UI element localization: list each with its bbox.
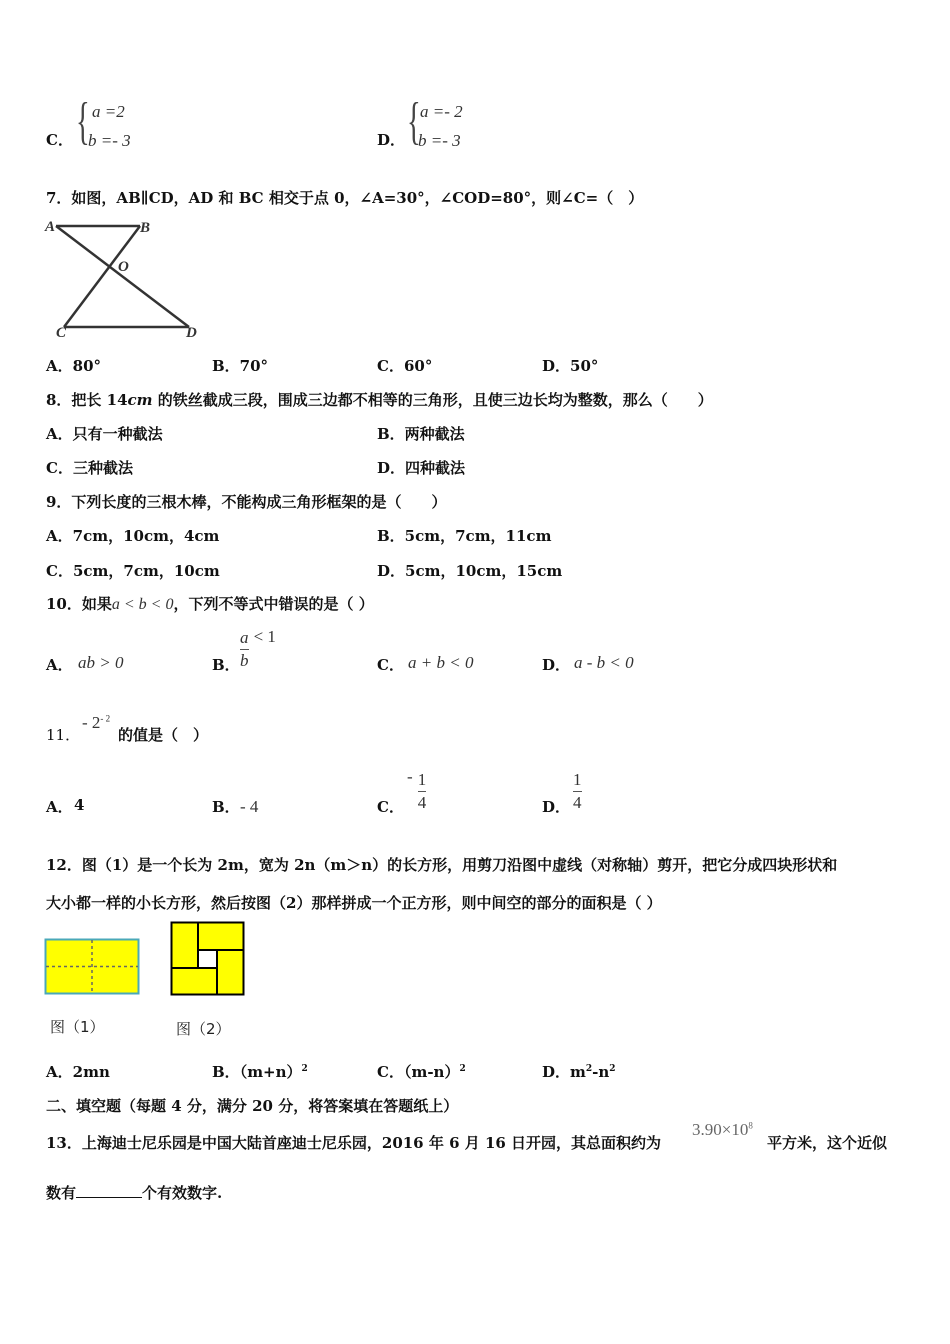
q6-option-c-line1: a =2 bbox=[92, 102, 125, 121]
q6-option-d-brace: { bbox=[407, 93, 421, 150]
q10-option-d-expr: a - b < 0 bbox=[574, 653, 634, 672]
q12-option-d: D．$m^2-n^2$ bbox=[542, 1063, 616, 1081]
q10-option-c-expr: a + b < 0 bbox=[408, 653, 474, 672]
label-c: C bbox=[56, 325, 67, 341]
q11-option-a-value: 4 bbox=[74, 796, 85, 814]
q12-text-line2: 大小都一样的小长方形，然后按图（2）那样拼成一个正方形，则中间空的部分的面积是（ ） bbox=[46, 894, 662, 912]
q11-expression: - $2^{- 2}$ bbox=[82, 713, 111, 732]
q8-option-d: D．四种截法 bbox=[377, 459, 466, 477]
q6-option-d-line2: b =- 3 bbox=[418, 131, 461, 150]
q7-option-b: B．70° bbox=[212, 357, 269, 375]
q6-option-d-label: D． bbox=[377, 131, 406, 149]
q7-option-c: C．60° bbox=[377, 357, 433, 375]
q11-option-b-value: - 4 bbox=[240, 797, 259, 816]
label-a: A bbox=[45, 219, 56, 235]
q9-option-c: C．5cm，7cm，10cm bbox=[46, 562, 220, 580]
q10-option-b-expr: $\frac{a}{b}$ < 1 bbox=[240, 627, 276, 670]
q12-figure-2 bbox=[170, 921, 246, 997]
q13-number: $3.90\times 10^8$ bbox=[692, 1120, 753, 1139]
q9-option-d: D．5cm，10cm，15cm bbox=[377, 562, 563, 580]
q12-figure-2-caption: 图（2） bbox=[176, 1020, 231, 1038]
q13-text-line1-pre: 13．上海迪士尼乐园是中国大陆首座迪士尼乐园，2016 年 6 月 16 日开园，其总面积约为 bbox=[46, 1134, 662, 1152]
q13-answer-blank[interactable] bbox=[76, 1183, 142, 1198]
q12-text-line1: 12．图（1）是一个长为 2m，宽为 2n（m＞n）的长方形，用剪刀沿图中虚线（对称轴）剪开，把它分成四块形状和 bbox=[46, 856, 838, 874]
q13-text-line2: 数有 个有效数字. bbox=[46, 1184, 223, 1202]
q12-option-a: A．2mn bbox=[46, 1063, 110, 1081]
q10-option-b-label: B． bbox=[212, 656, 240, 674]
fig2-center-hole bbox=[198, 950, 217, 968]
q6-option-d-line1: a =- 2 bbox=[420, 102, 463, 121]
q8-text: 8．把长 14cm 的铁丝截成三段，围成三边都不相等的三角形，且使三边长均为整数，那么（ ） bbox=[46, 391, 713, 409]
label-b: B bbox=[140, 220, 151, 236]
q11-option-d-value: $\frac{1}{4}$ bbox=[573, 770, 582, 812]
q8-option-a: A．只有一种截法 bbox=[46, 425, 163, 443]
q10-option-d-label: D． bbox=[542, 656, 571, 674]
q7-option-a: A．80° bbox=[46, 357, 102, 375]
q11-option-c-label: C． bbox=[377, 798, 404, 816]
label-d: D bbox=[186, 325, 197, 341]
q11-option-a-label: A． bbox=[46, 798, 73, 816]
q8-option-c: C．三种截法 bbox=[46, 459, 133, 477]
q10-option-a-expr: ab > 0 bbox=[78, 653, 124, 672]
q8-option-b: B．两种截法 bbox=[377, 425, 465, 443]
q12-figure-1-caption: 图（1） bbox=[50, 1018, 105, 1036]
q11-option-c-value: - $\frac{1}{4}$ bbox=[407, 767, 427, 812]
q11-number: 11． bbox=[46, 726, 81, 744]
q9-option-a: A．7cm，10cm，4cm bbox=[46, 527, 220, 545]
q13-text-line1-post: 平方米，这个近似 bbox=[767, 1134, 888, 1152]
q9-text: 9．下列长度的三根木棒，不能构成三角形框架的是（ ） bbox=[46, 493, 447, 511]
q11-option-b-label: B． bbox=[212, 798, 240, 816]
q10-option-a-label: A． bbox=[46, 656, 73, 674]
q12-figure-1 bbox=[44, 938, 142, 996]
label-o: O bbox=[118, 259, 129, 275]
q9-option-b: B．5cm，7cm，11cm bbox=[377, 527, 552, 545]
q6-option-c-label: C． bbox=[46, 131, 73, 149]
q10-option-c-label: C． bbox=[377, 656, 404, 674]
q12-option-c: C．$(m-n)^2$ bbox=[377, 1063, 466, 1081]
q7-figure bbox=[44, 215, 204, 341]
q7-text: 7．如图，AB∥CD，AD 和 BC 相交于点 0，∠A=30°，∠COD=80°，则∠C=（ ） bbox=[46, 189, 644, 207]
q6-option-c-line2: b =- 3 bbox=[88, 131, 131, 150]
q10-text: 10．如果a < b < 0，下列不等式中错误的是（ ） bbox=[46, 595, 374, 613]
q6-option-c-brace: { bbox=[76, 93, 90, 150]
q11-text: 的值是（ ） bbox=[118, 726, 209, 744]
q12-option-b: B．$(m+n)^2$ bbox=[212, 1063, 308, 1081]
q7-option-d: D．50° bbox=[542, 357, 599, 375]
q11-option-d-label: D． bbox=[542, 798, 571, 816]
section-2-heading: 二、填空题（每题 4 分，满分 20 分，将答案填在答题纸上） bbox=[46, 1097, 459, 1115]
